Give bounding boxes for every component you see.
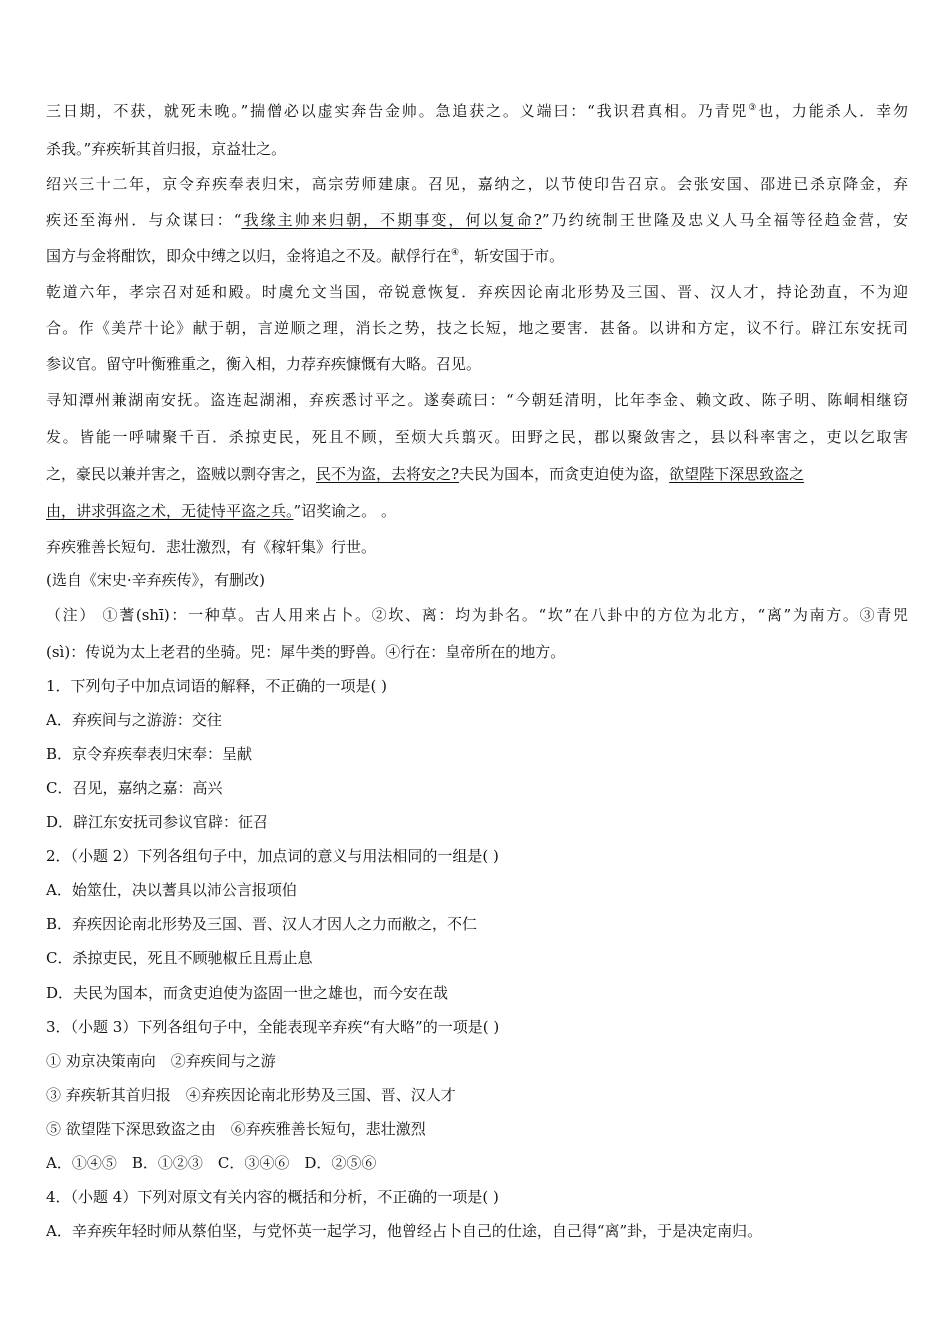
- passage-line: 乾道六年，孝宗召对延和殿。时虞允文当国，帝锐意恢复．弃疾因论南北形势及三国、晋、汉人才，持论劲直，不为迎: [46, 283, 908, 301]
- underlined-sentence: 欲望陛下深思致盗之: [669, 465, 805, 483]
- question-option: D．辟江东安抚司参议官辟：征召: [46, 813, 269, 831]
- passage-line: 弃疾雅善长短句．悲壮激烈，有《稼轩集》行世。: [46, 538, 377, 556]
- question-option: B．京令弃疾奉表归宋奉：呈献: [46, 745, 253, 763]
- question-stem: 1．下列句子中加点词语的解释，不正确的一项是( ): [46, 677, 388, 695]
- question-option: B．弃疾因论南北形势及三国、晋、汉人才因人之力而敝之，不仁: [46, 915, 478, 933]
- passage-line: 杀我。”弃疾斩其首归报，京益壮之。: [46, 140, 287, 158]
- underlined-sentence: 民不为盗，去将安之?: [316, 465, 460, 483]
- source-citation: (选自《宋史·辛弃疾传》，有删改): [46, 571, 265, 589]
- question-answer-options: A．①④⑤ B．①②③ C．③④⑥ D．②⑤⑥: [46, 1154, 377, 1172]
- text-run: 疾还至海州．与众谋曰：“: [46, 211, 242, 229]
- footnote-marker: ③: [748, 103, 759, 113]
- text-run: 之，豪民以兼并害之，盗贼以剽夺害之，: [46, 465, 317, 483]
- passage-line: 参议官。留守叶衡雅重之，衡入相，力荐弃疾慷慨有大略。召见。: [46, 355, 482, 373]
- underlined-sentence: 由，讲求弭盗之术，无徒恃平盗之兵。: [46, 502, 294, 520]
- passage-line: [46, 501, 908, 521]
- question-item: ① 劝京决策南向 ②弃疾间与之游: [46, 1052, 276, 1070]
- passage-line: 寻知潭州兼湖南安抚。盗连起湖湘，弃疾悉讨平之。遂奏疏曰：“今朝廷清明，比年李金、赖文政、陈子明、陈峒相继窃: [46, 391, 908, 409]
- text-run: 国方与金将酣饮，即众中缚之以归，金将追之不及。献俘行在: [46, 247, 452, 265]
- question-option: A．始筮仕，决以蓍具以沛公言报项伯: [46, 881, 297, 899]
- annotation-note: (sì)：传说为太上老君的坐骑。兕：犀牛类的野兽。④行在：皇帝所在的地方。: [46, 643, 566, 661]
- text-run: ，斩安国于市。: [459, 247, 565, 265]
- question-stem: 3．（小题 3）下列各组句子中，全能表现辛弃疾“有大略”的一项是( ): [46, 1018, 500, 1036]
- text-run: ”乃约统制王世隆及忠义人马全福等径趋金营，安: [541, 211, 908, 229]
- text-run: 三日期，不获，就死未晚。”揣僧必以虚实奔告金帅。急追获之。义端曰：“我识君真相。乃青兕: [46, 102, 749, 120]
- question-option: C．杀掠吏民，死且不顾驰椒丘且焉止息: [46, 949, 313, 967]
- underlined-sentence: 我缘主帅来归朝，不期事变，何以复命?: [241, 211, 542, 229]
- question-item: ⑤ 欲望陛下深思致盗之由 ⑥弃疾雅善长短句，悲壮激烈: [46, 1120, 426, 1138]
- text-run: 夫民为国本，而贪吏迫使为盗，: [459, 465, 670, 483]
- passage-line: 合。作《美芹十论》献于朝，言逆顺之理，消长之势，技之长短，地之要害．甚备。以讲和方定，议不行。辟江东安抚司: [46, 319, 908, 337]
- question-stem: 4．（小题 4）下列对原文有关内容的概括和分析，不正确的一项是( ): [46, 1188, 499, 1206]
- passage-line: [46, 210, 908, 230]
- text-run: 也，力能杀人．幸勿: [758, 102, 908, 120]
- question-stem: 2．（小题 2）下列各组句子中，加点词的意义与用法相同的一组是( ): [46, 847, 499, 865]
- question-option: D．夫民为国本，而贪吏迫使为盗固一世之雄也，而今安在哉: [46, 984, 449, 1002]
- passage-line: 发。皆能一呼啸聚千百．杀掠吏民，死且不顾，至烦大兵翦灭。田野之民，郡以聚敛害之，县以科率害之，吏以乞取害: [46, 428, 908, 446]
- question-option: A．弃疾间与之游游：交往: [46, 711, 222, 729]
- text-run: ”诏奖谕之。 。: [293, 502, 396, 520]
- question-item: ③ 弃疾斩其首归报 ④弃疾因论南北形势及三国、晋、汉人才: [46, 1086, 456, 1104]
- passage-line: [46, 101, 908, 121]
- annotation-note: （注） ①蓍(shī)：一种草。古人用来占卜。②坎、离：均为卦名。“坎”在八卦中的方位为北方，“离”为南方。③青兕: [46, 606, 908, 624]
- passage-line: 绍兴三十二年，京令弃疾奉表归宋，高宗劳师建康。召见，嘉纳之，以节使印告召京。会张安国、邵进已杀京降金，弃: [46, 175, 908, 193]
- question-option: A．辛弃疾年轻时师从蔡伯坚，与党怀英一起学习，他曾经占卜自己的仕途，自己得“离”卦，于是决定南归。: [46, 1222, 763, 1240]
- passage-line: [46, 246, 908, 266]
- footnote-marker: ④: [451, 248, 460, 258]
- passage-line: [46, 464, 908, 484]
- question-option: C．召见，嘉纳之嘉：高兴: [46, 779, 223, 797]
